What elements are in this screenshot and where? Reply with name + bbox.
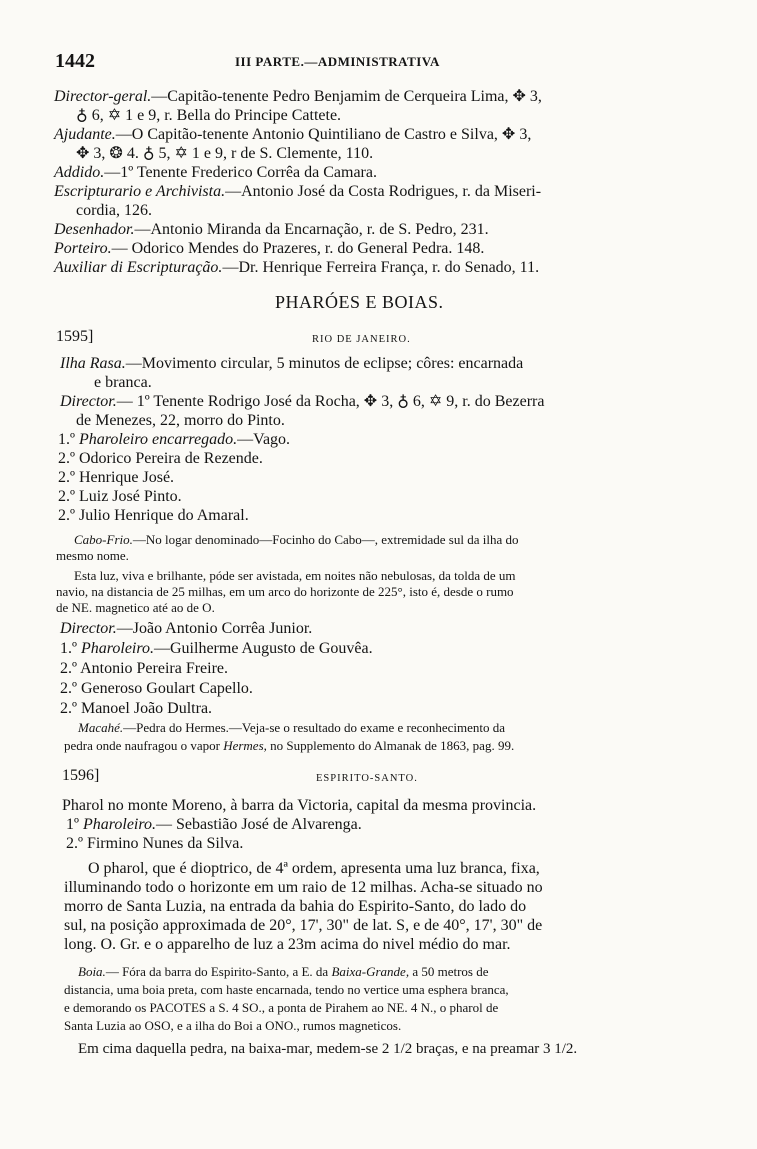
staff-line: Addido.—1º Tenente Frederico Corrêa da Camara.: [54, 164, 377, 181]
keeper-line: 1.º Pharoleiro encarregado.—Vago.: [58, 431, 291, 448]
cabo-director: Director.—João Antonio Corrêa Junior.: [60, 620, 313, 637]
para-line: O pharol, que é dioptrico, de 4ª ordem, apresenta uma luz branca, fixa,: [88, 860, 540, 877]
keeper-line: 1º Pharoleiro.— Sebastião José de Alvarenga.: [66, 816, 362, 833]
section-title: PHARÓES E BOIAS.: [275, 292, 444, 312]
keeper-line: 2.º Odorico Pereira de Rezende.: [58, 450, 263, 467]
staff-line: Ajudante.—O Capitão-tenente Antonio Quintiliano de Castro e Silva, ✥ 3,: [54, 126, 532, 143]
para-line: long. O. Gr. e o apparelho de luz a 23m acima do nivel médio do mar.: [64, 936, 511, 953]
para-line: morro de Santa Luzia, na entrada da bahia do Espirito-Santo, do lado do: [64, 898, 527, 915]
cabo-desc-line: de NE. magnetico até ao de O.: [56, 600, 215, 615]
staff-line: Porteiro.— Odorico Mendes do Prazeres, r. do General Pedra. 148.: [54, 240, 485, 257]
staff-line: Director-geral.—Capitão-tenente Pedro Benjamim de Cerqueira Lima, ✥ 3,: [54, 88, 542, 105]
pharol-line: Pharol no monte Moreno, à barra da Victoria, capital da mesma provincia.: [62, 797, 537, 814]
boia-line: Boia.— Fóra da barra do Espirito-Santo, a E. da Baixa-Grande, a 50 metros de: [78, 964, 489, 979]
page-header: [55, 50, 705, 72]
keeper-line: 2.º Luiz José Pinto.: [58, 488, 182, 505]
ilha-line: Ilha Rasa.—Movimento circular, 5 minutos de eclipse; côres: encarnada: [60, 355, 524, 372]
macahe-cont: pedra onde naufragou o vapor Hermes, no Supplemento do Almanak de 1863, pag. 99.: [64, 738, 515, 753]
staff-line: Desenhador.—Antonio Miranda da Encarnação, r. de S. Pedro, 231.: [54, 221, 489, 238]
staff-line: ✥ 3, ❂ 4. ♁ 5, ✡ 1 e 9, r de S. Clemente, 110.: [76, 145, 374, 162]
director-cont: de Menezes, 22, morro do Pinto.: [76, 412, 285, 429]
keeper-line: 2.º Julio Henrique do Amaral.: [58, 507, 249, 524]
keeper-line: 2.º Antonio Pereira Freire.: [60, 660, 229, 677]
keeper-line: 2.º Manoel João Dultra.: [60, 700, 213, 717]
keeper-line: 2.º Firmino Nunes da Silva.: [66, 835, 244, 852]
cabo-desc-line: navio, na distancia de 25 milhas, em um arco do horizonte de 225°, isto é, desde o rumo: [56, 584, 514, 599]
keeper-line: 2.º Henrique José.: [58, 469, 175, 486]
macahe-line: Macahé.—Pedra do Hermes.—Veja-se o resultado do exame e reconhecimento da: [78, 720, 506, 735]
entry-heading: ESPIRITO-SANTO.: [316, 773, 418, 784]
cabo-desc-line: Esta luz, viva e brilhante, póde ser avistada, em noites não nebulosas, da tolda de um: [74, 568, 516, 583]
boia-cont: Santa Luzia ao OSO, e a ilha do Boi a ONO., rumos magneticos.: [64, 1018, 402, 1033]
para-line: illuminando todo o horizonte em um raio de 12 milhas. Acha-se situado no: [64, 879, 543, 896]
cabo-line: Cabo-Frio.—No logar denominado—Focinho do Cabo—, extremidade sul da ilha do: [74, 532, 519, 547]
keeper-line: 1.º Pharoleiro.—Guilherme Augusto de Gouvêa.: [60, 640, 373, 657]
staff-line: Auxiliar di Escripturação.—Dr. Henrique Ferreira França, r. do Senado, 11.: [54, 259, 540, 276]
boia-cont: e demorando os PACOTES a S. 4 SO., a ponta de Pirahem ao NE. 4 N., o pharol de: [64, 1000, 499, 1015]
staff-line: Escripturario e Archivista.—Antonio José da Costa Rodrigues, r. da Miseri-: [54, 183, 542, 200]
final-line: Em cima daquella pedra, na baixa-mar, medem-se 2 1/2 braças, e na preamar 3 1/2.: [78, 1041, 578, 1057]
entry-number: 1596]: [62, 767, 100, 784]
keeper-line: 2.º Generoso Goulart Capello.: [60, 680, 253, 697]
staff-line: cordia, 126.: [76, 202, 152, 219]
boia-cont: distancia, uma boia preta, com haste encarnada, tendo no vertice uma esphera branca,: [64, 982, 509, 997]
page-number: 1442: [55, 50, 95, 72]
director-line: Director.— 1º Tenente Rodrigo José da Rocha, ✥ 3, ♁ 6, ✡ 9, r. do Bezerra: [60, 393, 545, 410]
cabo-cont: mesmo nome.: [56, 548, 129, 563]
ilha-cont: e branca.: [94, 374, 152, 391]
entry-heading: RIO DE JANEIRO.: [312, 334, 411, 345]
staff-line: ♁ 6, ✡ 1 e 9, r. Bella do Principe Cattete.: [76, 107, 342, 124]
running-title: III PARTE.—ADMINISTRATIVA: [235, 54, 440, 69]
entry-number: 1595]: [56, 328, 94, 345]
para-line: sul, na posição approximada de 20°, 17', 30" de lat. S, e de 40°, 17', 30" de: [64, 917, 543, 934]
